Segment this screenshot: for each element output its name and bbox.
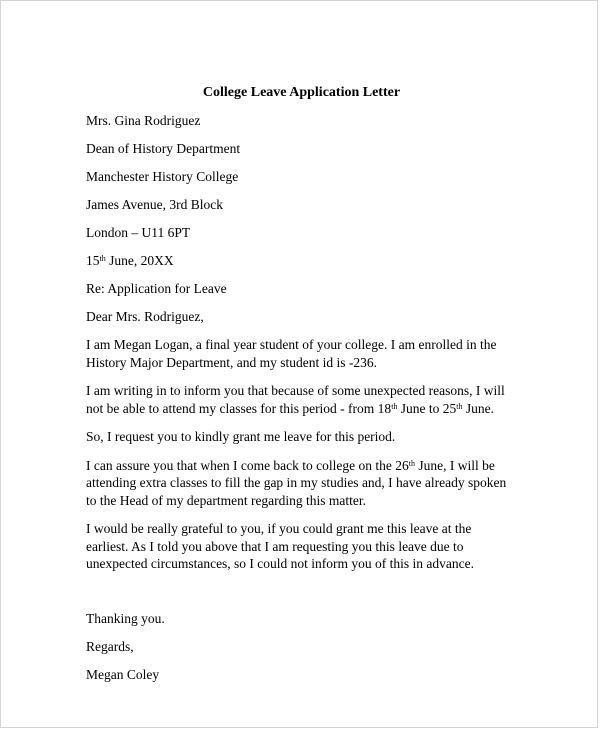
ordinal-suffix: th (408, 458, 415, 468)
body-paragraph: I am writing in to inform you that because of some unexpected reasons, I will not be able to attend my classes for this period - from 18th June to 25th June. (86, 383, 505, 416)
salutation-line: Dear Mrs. Rodriguez, (86, 309, 204, 324)
body-paragraph: So, I request you to kindly grant me leave for this period. (86, 429, 396, 444)
recipient-line: Manchester History College (86, 169, 239, 184)
closing-block (86, 610, 517, 683)
thanking-line: Thanking you. (86, 610, 165, 626)
recipient-line: Dean of History Department (86, 141, 241, 156)
ordinal-suffix: th (391, 401, 398, 411)
ordinal-suffix: th (99, 254, 106, 263)
body-paragraphs (86, 336, 517, 573)
recipient-line: Mrs. Gina Rodriguez (86, 113, 201, 128)
subject-line: Re: Application for Leave (86, 281, 227, 296)
body-paragraph: I can assure you that when I come back to college on the 26th June, I will be attending extra classes to fill the gap in my studies and, I have already spoken to the Head of my department regarding this matter. (86, 457, 507, 508)
letter-title: College Leave Application Letter (202, 85, 401, 100)
recipient-line: James Avenue, 3rd Block (86, 197, 223, 212)
recipient-line: London – U11 6PT (86, 225, 191, 240)
letter-content (86, 85, 517, 694)
ordinal-suffix: th (456, 401, 463, 411)
regards-line: Regards, (86, 638, 134, 654)
body-paragraph: I would be really grateful to you, if you could grant me this leave at the earliest. As I told you above that I am requesting you this leave due to unexpected circumstances, so I could not inform you of this in advance. (86, 521, 475, 571)
date-line: 15th June, 20XX (86, 253, 174, 268)
body-paragraph: I am Megan Logan, a final year student of your college. I am enrolled in the History Major Department, and my student id is -236. (86, 337, 497, 370)
recipient-block (86, 112, 517, 241)
signature-name: Megan Coley (86, 666, 160, 682)
